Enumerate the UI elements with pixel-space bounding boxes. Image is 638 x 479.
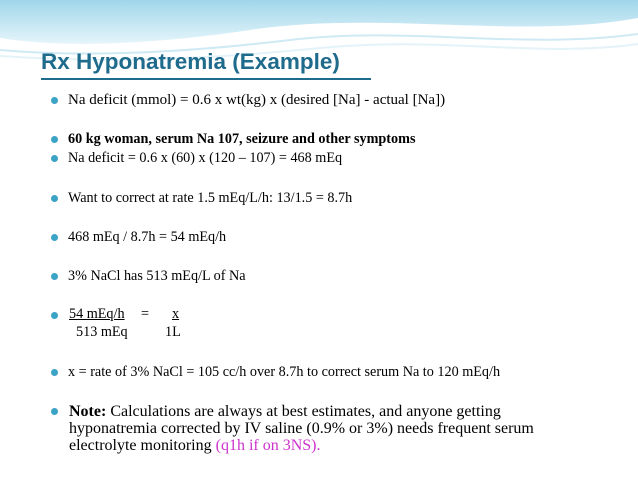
- fraction-right-denominator: 1L: [165, 324, 181, 340]
- bullet-icon: [51, 136, 58, 143]
- clinical-note: [69, 403, 609, 454]
- note-text-3: electrolyte monitoring: [69, 437, 216, 454]
- bullet-icon: [51, 408, 58, 415]
- patient-case: 60 kg woman, serum Na 107, seizure and other symptoms: [68, 131, 416, 147]
- fraction-right-numerator: x: [172, 306, 180, 322]
- bullet-icon: [51, 312, 58, 319]
- rate-result: x = rate of 3% NaCl = 105 cc/h over 8.7h to correct serum Na to 120 mEq/h: [68, 364, 501, 380]
- note-text-1: Calculations are always at best estimates, and anyone getting: [106, 403, 501, 420]
- slide-title: Rx Hyponatremia (Example): [41, 49, 340, 74]
- na-deficit-formula: Na deficit (mmol) = 0.6 x wt(kg) x (desired [Na] - actual [Na]): [68, 92, 446, 108]
- fraction-left-denominator: 513 mEq: [76, 324, 128, 340]
- hourly-rate: 468 mEq / 8.7h = 54 mEq/h: [68, 229, 227, 245]
- correction-rate: Want to correct at rate 1.5 mEq/L/h: 13/1.5 = 8.7h: [68, 190, 353, 206]
- fraction-equals-sign: =: [141, 306, 150, 322]
- note-label: Note:: [69, 403, 107, 420]
- deficit-calculation: Na deficit = 0.6 x (60) x (120 – 107) = 468 mEq: [68, 150, 343, 166]
- note-line-3: [69, 437, 609, 454]
- note-line-1: [69, 403, 609, 420]
- bullet-icon: [51, 97, 58, 104]
- bullet-icon: [51, 155, 58, 162]
- nacl-concentration: 3% NaCl has 513 mEq/L of Na: [68, 268, 246, 284]
- bullet-icon: [51, 369, 58, 376]
- fraction-left-numerator: 54 mEq/h: [69, 306, 125, 322]
- title-underline: [41, 78, 371, 80]
- note-line-2: hyponatremia corrected by IV saline (0.9% or 3%) needs frequent serum: [69, 420, 534, 437]
- bullet-icon: [51, 195, 58, 202]
- note-highlight: (q1h if on 3NS).: [215, 437, 321, 454]
- bullet-icon: [51, 273, 58, 280]
- bullet-icon: [51, 234, 58, 241]
